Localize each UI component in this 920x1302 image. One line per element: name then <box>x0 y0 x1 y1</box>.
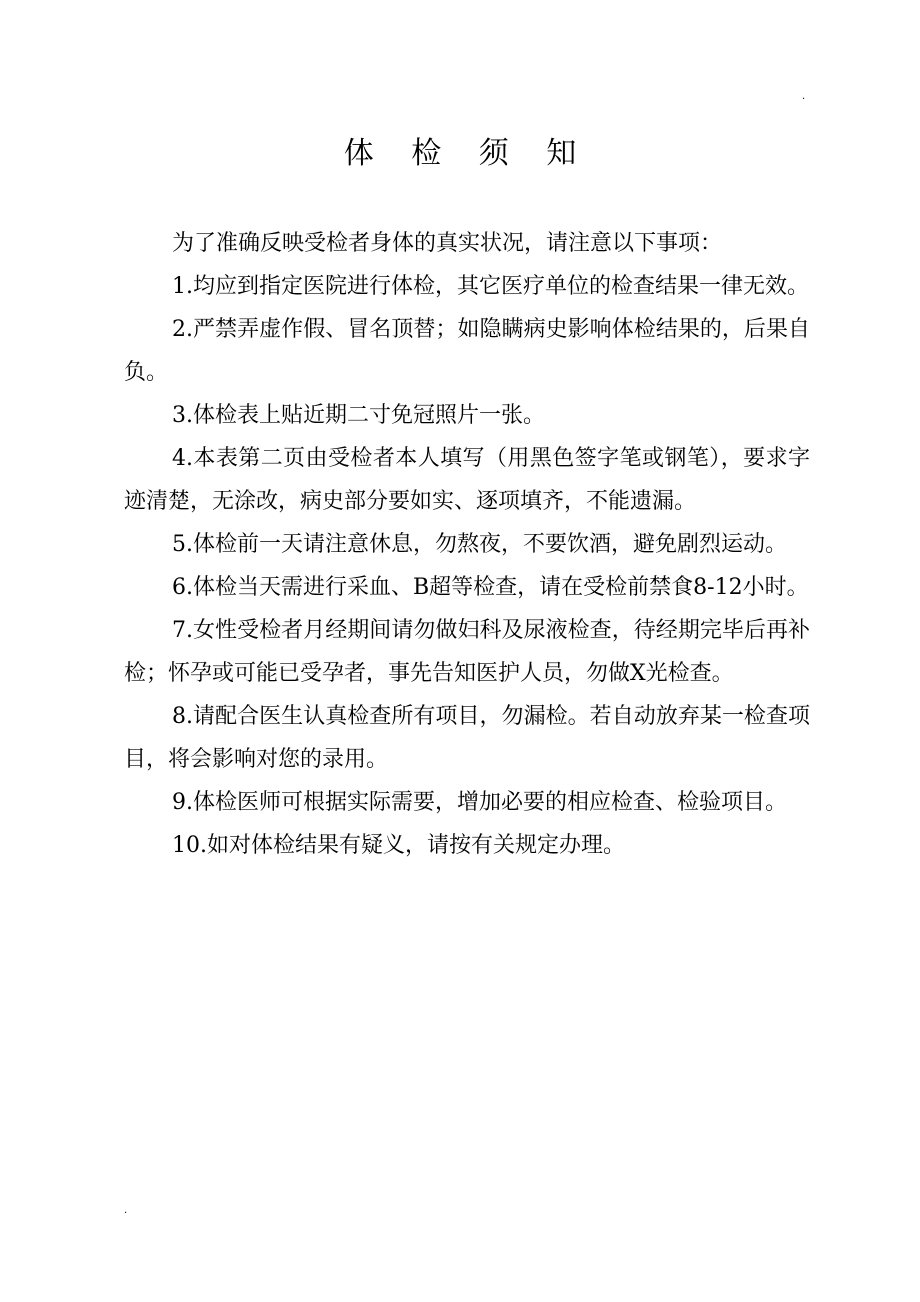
notice-item-7: 7.女性受检者月经期间请勿做妇科及尿液检查，待经期完毕后再补检；怀孕或可能已受孕者，事先告知医护人员，勿做X光检查。 <box>124 618 810 686</box>
corner-mark-bottom-left: . <box>124 1205 128 1216</box>
notice-item-8: 8.请配合医生认真检查所有项目，勿漏检。若自动放弃某一检查项目，将会影响对您的录用。 <box>124 704 810 772</box>
notice-item-2: 2.严禁弄虚作假、冒名顶替；如隐瞒病史影响体检结果的，后果自负。 <box>124 317 810 385</box>
notice-item-6: 6.体检当天需进行采血、B超等检查，请在受检前禁食8-12小时。 <box>172 575 809 600</box>
notice-item-5: 5.体检前一天请注意休息，勿熬夜，不要饮酒，避免剧烈运动。 <box>172 532 787 557</box>
notice-item-1: 1.均应到指定医院进行体检，其它医疗单位的检查结果一律无效。 <box>172 274 809 299</box>
notice-item-9: 9.体检医师可根据实际需要，增加必要的相应检查、检验项目。 <box>172 790 787 815</box>
page-title: 体 检 须 知 <box>343 136 591 171</box>
notice-item-4: 4.本表第二页由受检者本人填写（用黑色签字笔或钢笔），要求字迹清楚，无涂改，病史部分要如实、逐项填齐，不能遗漏。 <box>124 446 810 514</box>
intro-paragraph: 为了准确反映受检者身体的真实状况，请注意以下事项： <box>172 231 723 256</box>
notice-body <box>124 222 810 867</box>
corner-mark-top-right: . <box>802 91 806 102</box>
notice-item-3: 3.体检表上贴近期二寸免冠照片一张。 <box>172 403 545 428</box>
notice-item-10: 10.如对体检结果有疑义，请按有关规定办理。 <box>172 833 625 858</box>
